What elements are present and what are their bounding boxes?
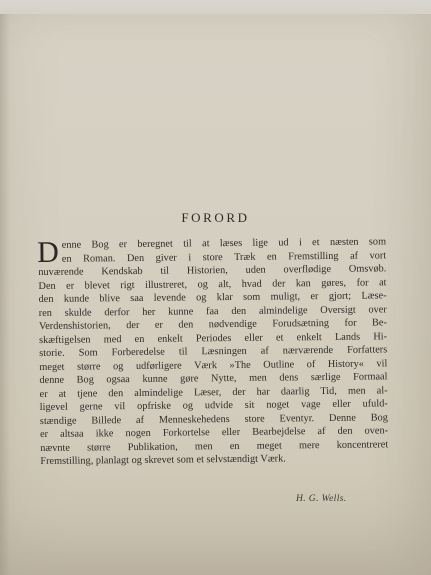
text-line: en Roman. Den giver i store Træk en Fremstilling af vort	[61, 249, 387, 265]
page-heading: FORORD	[181, 210, 250, 225]
drop-cap: D	[36, 235, 59, 270]
preface-text	[38, 235, 388, 468]
text-line: er altsaa ikke nogen Forkortelse eller Bearbejdelse af den oven-	[39, 425, 389, 440]
text-line: skæftigelsen med en enkelt Periodes eller et enkelt Lands Hi-	[39, 330, 388, 346]
text-line: storie. Som Forberedelse til Læsningen af nærværende Forfatters	[39, 344, 388, 359]
text-line: ligevel gerne vil opfriske og udvide sit noget vage eller ufuld-	[39, 398, 388, 413]
text-line: den kunde blive saa levende og klar som muligt, er gjort; Læse-	[38, 290, 387, 305]
text-line: stændige Billede af Menneskehedens store Eventyr. Denne Bog	[39, 411, 388, 427]
text-line: denne Bog ogsaa kunne gøre Nytte, men dens særlige Formaal	[39, 371, 388, 386]
text-line: Fremstilling, planlagt og skrevet som et selvstændigt Værk.	[40, 453, 286, 467]
text-line: Den er blevet rigt illustreret, og alt, hvad der kan gøres, for at	[38, 276, 387, 292]
text-line: nævnte større Publikation, men en meget mere koncentreret	[40, 438, 389, 454]
text-line: enne Bog er beregnet til at læses lige ud i et næsten som	[61, 236, 387, 251]
page-edge-shadow	[0, 14, 10, 575]
text-line: Verdenshistorien, der er den nødvendige Forudsætning for Be-	[38, 317, 387, 332]
text-line: meget større og udførligere Værk »The Outline of History« vil	[39, 357, 388, 373]
text-line: er at tjene den almindelige Læser, der har daarlig Tid, men al-	[39, 384, 388, 400]
text-line: nuværende Kendskab til Historien, uden overflødige Omsvøb.	[38, 263, 387, 278]
text-line: ren skulde derfor her kunne faa den almindelige Oversigt over	[38, 303, 387, 319]
author-signature: H. G. Wells.	[296, 494, 347, 504]
